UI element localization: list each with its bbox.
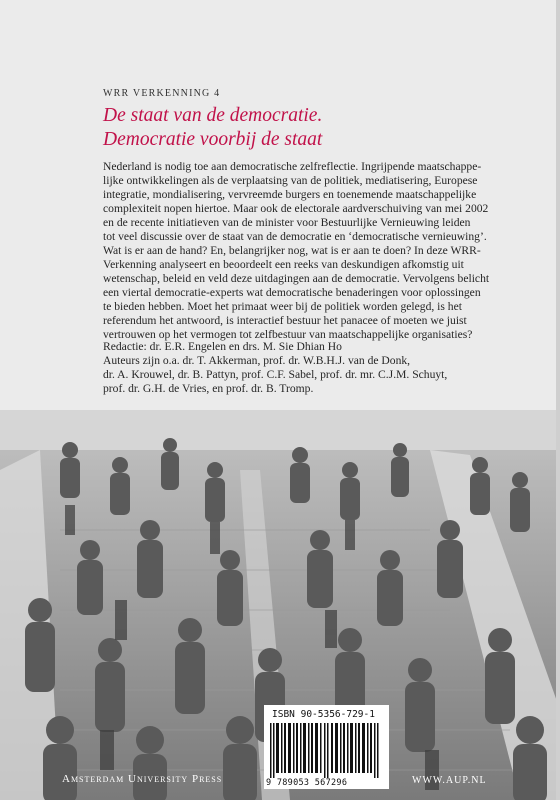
isbn-barcode-box — [264, 705, 389, 789]
blurb-line: complexiteit nopen hiertoe. Maar ook de electorale aardverschuiving van mei 2002 — [103, 202, 489, 215]
blurb-text — [103, 160, 490, 342]
barcode-graphic — [270, 723, 383, 778]
blurb-line: tot veel discussie over de staat van de democratie en ‘democratische vernieuwing’. — [103, 230, 487, 243]
blurb-line: integratie, mondialisering, vervreemde burgers en toenemende maatschappelijke — [103, 188, 477, 201]
blurb-line: vertrouwen op het vermogen tot zelfbestuur van maatschappelijke organisaties? — [103, 328, 473, 341]
credit-line: dr. A. Krouwel, dr. B. Pattyn, prof. C.F. Sabel, prof. dr. mr. C.J.M. Schuyt, — [103, 368, 448, 381]
barcode-digits: 9 789053 567296 — [266, 778, 348, 788]
blurb-line: Verkenning analyseert en beoordeelt een reeks van deskundigen afkomstig uit — [103, 258, 464, 271]
blurb-line: wetenschap, beleid en veld deze uitdagingen aan de democratie. Vervolgens belicht — [103, 272, 490, 285]
credit-line: prof. dr. G.H. de Vries, en prof. dr. B. Tromp. — [103, 382, 314, 395]
title-line: De staat van de democratie. — [103, 105, 323, 126]
credit-line: Redactie: dr. E.R. Engelen en drs. M. Sie Dhian Ho — [103, 340, 342, 353]
blurb-line: referendum het antwoord, is interactief bestuur het panacee of moeten we juist — [103, 314, 467, 327]
credit-line: Auteurs zijn o.a. dr. T. Akkerman, prof. dr. W.B.H.J. van de Donk, — [103, 354, 411, 367]
crowd-photo — [0, 410, 560, 800]
blurb-line: te bieden hebben. Moet het primaat weer bij de politiek worden gelegd, is het — [103, 300, 462, 313]
blurb-line: lijke ontwikkelingen als de verplaatsing van de politiek, mediatisering, Europese — [103, 174, 478, 187]
blurb-line: Wat is er aan de hand? En, belangrijker nog, wat is er aan te doen? In deze WRR- — [103, 244, 481, 257]
blurb-line: en de recente initiatieven van de minister voor Bestuurlijke Vernieuwing leiden — [103, 216, 471, 229]
publisher-website: WWW.AUP.NL — [412, 775, 487, 786]
book-title — [103, 104, 322, 152]
blurb-line: Nederland is nodig toe aan democratische zelfreflectie. Ingrijpende maatschappe- — [103, 160, 482, 173]
isbn-number: ISBN 90-5356-729-1 — [272, 709, 375, 720]
series-label: WRR VERKENNING 4 — [103, 88, 221, 99]
publisher-name: Amsterdam University Press — [62, 773, 223, 785]
title-line: Democratie voorbij de staat — [103, 129, 323, 150]
blurb-line: een viertal democratie-experts wat democratische benaderingen voor oplossingen — [103, 286, 481, 299]
credits-text — [103, 340, 447, 396]
cover-edge — [556, 0, 560, 800]
